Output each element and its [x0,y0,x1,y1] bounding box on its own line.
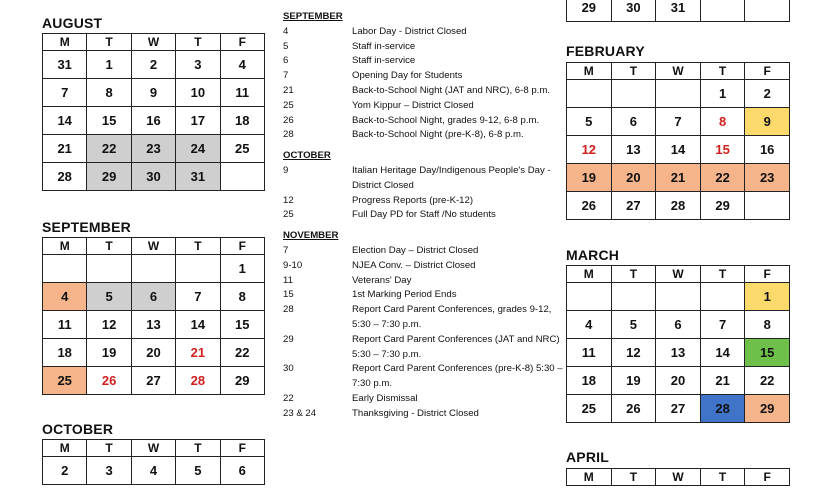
event-description: Progress Reports (pre-K-12) [352,194,474,206]
empty-day-cell [611,80,656,108]
day-cell: 6 [220,457,264,485]
empty-day-cell [567,283,612,311]
event-item [283,99,563,114]
weekday-header: T [611,63,656,80]
event-date: 11 [283,274,293,286]
event-item [283,244,563,259]
day-cell: 17 [176,107,220,135]
day-cell: 3 [176,51,220,79]
weekday-header-row [43,34,265,51]
event-description: Report Card Parent Conferences (JAT and NRC) 5:30 – 7:30 p.m. [352,333,560,360]
empty-day-cell [567,80,612,108]
week-row [567,80,790,108]
event-item [283,84,563,99]
weekday-header: M [43,238,87,255]
day-cell: 14 [43,107,87,135]
day-cell: 27 [656,395,701,423]
day-cell: 21 [43,135,87,163]
events-month-heading: OCTOBER [283,150,331,162]
weekday-header: M [567,266,612,283]
calendar-april [566,468,790,486]
weekday-header: W [131,238,175,255]
event-description: Thanksgiving - District Closed [352,407,479,419]
day-cell: 6 [131,283,175,311]
event-date: 9 [283,164,289,176]
event-date: 7 [283,244,289,256]
weekday-header: M [567,469,612,486]
calendar-march [566,265,790,423]
calendar-september [42,237,265,395]
weekday-header-row [43,440,265,457]
day-cell: 29 [220,367,264,395]
event-item [283,259,563,274]
day-cell: 7 [43,79,87,107]
month-title-october: OCTOBER [42,421,114,437]
day-cell: 18 [43,339,87,367]
event-date: 26 [283,114,294,126]
day-cell: 25 [43,367,87,395]
event-description: Staff in-service [352,55,416,67]
event-date: 7 [283,70,289,82]
week-row [567,136,790,164]
day-cell: 2 [745,80,790,108]
day-cell: 5 [87,283,131,311]
event-date: 28 [283,304,294,316]
week-row [43,163,265,191]
day-cell: 28 [700,395,745,423]
day-cell: 22 [220,339,264,367]
day-cell: 14 [656,136,701,164]
day-cell: 19 [87,339,131,367]
day-cell: 29 [567,0,612,22]
month-title-september: SEPTEMBER [42,219,131,235]
day-cell: 13 [611,136,656,164]
day-cell: 8 [700,108,745,136]
day-cell: 11 [567,339,612,367]
weekday-header: F [220,238,264,255]
day-cell: 9 [745,108,790,136]
day-cell: 5 [176,457,220,485]
empty-day-cell [745,0,790,22]
day-cell: 8 [87,79,131,107]
event-date: 22 [283,392,294,404]
day-cell: 1 [700,80,745,108]
event-description: Veterans' Day [352,274,412,286]
month-title-february: FEBRUARY [566,43,645,59]
event-item [283,392,563,407]
day-cell: 12 [87,311,131,339]
weekday-header: F [220,34,264,51]
event-date: 25 [283,99,294,111]
event-description: Yom Kippur – District Closed [352,99,474,111]
day-cell: 22 [87,135,131,163]
day-cell: 7 [656,108,701,136]
weekday-header: M [43,34,87,51]
day-cell: 19 [611,367,656,395]
empty-day-cell [43,255,87,283]
event-item [283,69,563,84]
empty-day-cell [700,283,745,311]
weekday-header: W [131,440,175,457]
day-cell: 3 [87,457,131,485]
day-cell: 25 [567,395,612,423]
week-row [567,311,790,339]
day-cell: 15 [700,136,745,164]
week-row [567,367,790,395]
day-cell: 24 [176,135,220,163]
day-cell: 31 [43,51,87,79]
event-item [283,274,563,289]
day-cell: 7 [176,283,220,311]
event-item [283,303,563,333]
day-cell: 16 [745,136,790,164]
weekday-header: T [87,34,131,51]
day-cell: 12 [567,136,612,164]
weekday-header: T [87,238,131,255]
week-row [43,51,265,79]
day-cell: 6 [611,108,656,136]
empty-day-cell [700,0,745,22]
event-item [283,362,563,392]
day-cell: 20 [131,339,175,367]
week-row [43,339,265,367]
day-cell: 28 [656,192,701,220]
event-description: Italian Heritage Day/Indigenous People's Day - District Closed [352,164,551,191]
day-cell: 14 [700,339,745,367]
event-item [283,40,563,55]
day-cell: 27 [131,367,175,395]
events-list [283,10,563,422]
weekday-header-row [567,469,790,486]
event-date: 5 [283,40,289,52]
week-row [567,283,790,311]
empty-day-cell [131,255,175,283]
event-description: Back-to-School Night, grades 9-12, 6-8 p.m. [352,114,540,126]
day-cell: 21 [656,164,701,192]
day-cell: 21 [176,339,220,367]
weekday-header: W [656,469,701,486]
week-row [43,367,265,395]
day-cell: 20 [611,164,656,192]
month-title-april: APRIL [566,449,609,465]
week-row [567,192,790,220]
week-row [567,108,790,136]
day-cell: 27 [611,192,656,220]
weekday-header: F [745,266,790,283]
event-item [283,194,563,209]
day-cell: 2 [43,457,87,485]
events-month-heading: NOVEMBER [283,230,339,242]
calendar-january-tail [566,0,790,22]
calendar-august [42,33,265,191]
weekday-header-row [43,238,265,255]
event-date: 30 [283,363,294,375]
day-cell: 2 [131,51,175,79]
day-cell: 5 [611,311,656,339]
event-description: NJEA Conv. – District Closed [352,259,476,271]
weekday-header: W [131,34,175,51]
event-date: 25 [283,209,294,221]
event-item [283,128,563,143]
event-description: Back-to-School Night (JAT and NRC), 6-8 p.m. [352,84,550,96]
event-item [283,288,563,303]
empty-day-cell [176,255,220,283]
event-description: Report Card Parent Conferences (pre-K-8) 5:30 – 7:30 p.m. [352,363,563,390]
event-description: Report Card Parent Conferences, grades 9-12, 5:30 – 7:30 p.m. [352,304,552,330]
event-item [283,25,563,40]
empty-day-cell [745,192,790,220]
event-date: 9-10 [283,259,303,271]
day-cell: 14 [176,311,220,339]
weekday-header: F [745,469,790,486]
day-cell: 7 [700,311,745,339]
day-cell: 29 [87,163,131,191]
event-date: 29 [283,333,294,345]
day-cell: 13 [131,311,175,339]
week-row [43,311,265,339]
event-item [283,208,563,223]
weekday-header: T [700,63,745,80]
day-cell: 31 [656,0,701,22]
day-cell: 11 [43,311,87,339]
event-item [283,407,563,422]
event-description: Staff in-service [352,40,416,52]
event-date: 4 [283,25,289,37]
day-cell: 6 [656,311,701,339]
day-cell: 16 [131,107,175,135]
event-date: 23 & 24 [283,407,317,419]
weekday-header: W [656,63,701,80]
day-cell: 11 [220,79,264,107]
event-date: 15 [283,289,294,301]
event-date: 6 [283,55,289,67]
weekday-header: W [656,266,701,283]
weekday-header: F [745,63,790,80]
event-description: Opening Day for Students [352,70,463,82]
day-cell: 15 [745,339,790,367]
weekday-header: T [176,440,220,457]
event-date: 21 [283,84,294,96]
day-cell: 4 [220,51,264,79]
month-title-march: MARCH [566,247,620,263]
weekday-header-row [567,63,790,80]
weekday-header-row [567,266,790,283]
week-row [43,255,265,283]
event-date: 12 [283,194,294,206]
day-cell: 23 [131,135,175,163]
day-cell: 20 [656,367,701,395]
week-row [43,135,265,163]
day-cell: 12 [611,339,656,367]
day-cell: 31 [176,163,220,191]
event-item [283,333,563,363]
day-cell: 1 [87,51,131,79]
event-description: Labor Day - District Closed [352,25,467,37]
day-cell: 4 [43,283,87,311]
weekday-header: F [220,440,264,457]
day-cell: 30 [611,0,656,22]
event-item [283,54,563,69]
event-description: 1st Marking Period Ends [352,289,457,301]
day-cell: 19 [567,164,612,192]
day-cell: 28 [43,163,87,191]
events-month-heading: SEPTEMBER [283,11,343,22]
weekday-header: T [176,34,220,51]
week-row [567,339,790,367]
day-cell: 29 [745,395,790,423]
event-description: Election Day – District Closed [352,244,479,256]
event-description: Back-to-School Night (pre-K-8), 6-8 p.m. [352,129,524,141]
week-row [567,164,790,192]
day-cell: 18 [567,367,612,395]
day-cell: 1 [220,255,264,283]
event-item [283,114,563,129]
weekday-header: T [700,469,745,486]
week-row [43,79,265,107]
day-cell: 13 [656,339,701,367]
weekday-header: M [567,63,612,80]
week-row [567,395,790,423]
day-cell: 25 [220,135,264,163]
empty-day-cell [656,80,701,108]
weekday-header: T [176,238,220,255]
day-cell: 10 [176,79,220,107]
week-row [43,457,265,485]
day-cell: 26 [611,395,656,423]
day-cell: 8 [220,283,264,311]
event-description: Early Dismissal [352,392,418,404]
day-cell: 18 [220,107,264,135]
empty-day-cell [656,283,701,311]
week-row [43,107,265,135]
month-title-august: AUGUST [42,15,103,31]
day-cell: 21 [700,367,745,395]
event-item [283,164,563,194]
day-cell: 4 [567,311,612,339]
week-row [567,0,790,22]
day-cell: 9 [131,79,175,107]
calendar-february [566,62,790,220]
day-cell: 5 [567,108,612,136]
weekday-header: T [87,440,131,457]
day-cell: 28 [176,367,220,395]
day-cell: 15 [220,311,264,339]
week-row [43,283,265,311]
calendar-october [42,439,265,485]
day-cell: 30 [131,163,175,191]
empty-day-cell [611,283,656,311]
day-cell: 26 [567,192,612,220]
day-cell: 22 [745,367,790,395]
day-cell: 26 [87,367,131,395]
weekday-header: T [700,266,745,283]
event-description: Full Day PD for Staff /No students [352,209,496,221]
day-cell: 15 [87,107,131,135]
weekday-header: T [611,469,656,486]
empty-day-cell [220,163,264,191]
day-cell: 4 [131,457,175,485]
weekday-header: T [611,266,656,283]
day-cell: 8 [745,311,790,339]
weekday-header: M [43,440,87,457]
day-cell: 23 [745,164,790,192]
day-cell: 29 [700,192,745,220]
day-cell: 1 [745,283,790,311]
event-date: 28 [283,129,294,141]
empty-day-cell [87,255,131,283]
day-cell: 22 [700,164,745,192]
